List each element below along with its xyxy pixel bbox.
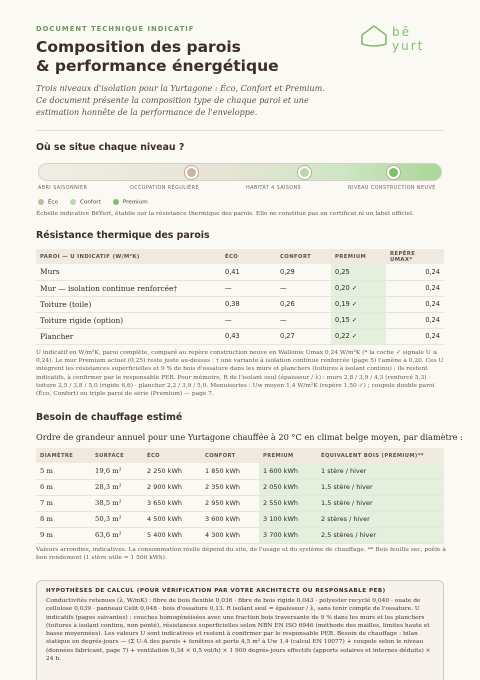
scale-note: Échelle indicative BēYurt, établie sur la résistance thermique des parois. Elle ne constitue pas un certificat ni un label officiel. bbox=[36, 211, 414, 217]
surface-cell: 28,3 m² bbox=[91, 479, 143, 495]
surface-cell: 19,6 m² bbox=[91, 463, 143, 479]
wood-equivalent-cell: 2,5 stères / hiver bbox=[317, 527, 444, 543]
diameter-cell: 8 m bbox=[36, 511, 91, 527]
diameter-cell: 6 m bbox=[36, 479, 91, 495]
title-line-2: & performance énergétique bbox=[36, 57, 279, 75]
hypotheses-body: Conductivités retenues (λ, W/mK) : fibre de bois flexible 0,036 · fibre de bois rigide 0,043 · polyester recyclé 0,040 · ouate de cellulose 0,039 · panneau Celit 0,048 · bois d'ossature 0,13. R isolant seul = épaisseur / λ, sans tenir compte de l'ossature. U indicatifs (pages suivantes) : couches homogénéisées avec une fraction bois traversante de 9 % dans les murs et les planchers (toitures à isolant continu, non ponté), résistances superficielles selon NBN EN ISO 6946 (méthode des mailles, limites haute et basse moyennées). Les valeurs U sont indicatives et restent à confirmer par le responsable PEB. Besoin de chauffage : bilan statique en degrés-jours — (Σ U·A des parois + fenêtres et porte 4,5 m² à Uw 1,4 (calcul EN 10077) + coupole selon le niveau (données fabricant, page 7) + ventilation 0,34 × 0,5 vol/h) × 1 900 degrés-jours effectifs (apports solaires et internes déduits) × 24 h. bbox=[46, 598, 431, 663]
scale-heading: Où se situe chaque niveau ? bbox=[36, 142, 185, 153]
legend-item-eco bbox=[38, 199, 58, 206]
legend-label: Éco bbox=[48, 199, 59, 206]
eco-cell: — bbox=[221, 312, 276, 328]
confort-cell: — bbox=[276, 312, 331, 328]
column-header: PAROI — U INDICATIF (W/M²K) bbox=[36, 249, 221, 264]
confort-cell: 0,27 bbox=[276, 328, 331, 344]
column-header: PREMIUM bbox=[331, 249, 386, 264]
table-row bbox=[36, 479, 444, 495]
confort-cell: 0,29 bbox=[276, 264, 331, 280]
premium-cell: 3 100 kWh bbox=[259, 511, 317, 527]
column-header: ÉCO bbox=[221, 249, 276, 264]
scale-label: ABRI SAISONNIER bbox=[38, 185, 88, 191]
confort-cell: 4 300 kWh bbox=[201, 527, 259, 543]
umax-cell: 0,24 bbox=[386, 312, 444, 328]
eco-cell: 5 400 kWh bbox=[143, 527, 201, 543]
eco-marker bbox=[185, 166, 198, 179]
eco-cell: 2 900 kWh bbox=[143, 479, 201, 495]
premium-cell: 0,25 bbox=[331, 264, 386, 280]
column-header: CONFORT bbox=[276, 249, 331, 264]
premium-cell: 0,20 ✓ bbox=[331, 280, 386, 296]
column-header: PREMIUM bbox=[259, 448, 317, 463]
table-row bbox=[36, 280, 444, 296]
umax-cell: 0,24 bbox=[386, 296, 444, 312]
paroi-cell: Plancher bbox=[36, 328, 221, 344]
svg-text:bē: bē bbox=[392, 25, 411, 39]
premium-cell: 1 600 kWh bbox=[259, 463, 317, 479]
diameter-cell: 5 m bbox=[36, 463, 91, 479]
confort-cell: 1 850 kWh bbox=[201, 463, 259, 479]
scale-label: HABITAT 4 SAISONS bbox=[246, 185, 302, 191]
scale-label: NIVEAU CONSTRUCTION NEUVE bbox=[348, 185, 436, 191]
svg-text:yurt: yurt bbox=[392, 39, 425, 53]
premium-cell: 0,15 ✓ bbox=[331, 312, 386, 328]
legend-label: Premium bbox=[122, 199, 148, 206]
paroi-cell: Murs bbox=[36, 264, 221, 280]
eco-cell: 0,41 bbox=[221, 264, 276, 280]
surface-cell: 63,6 m² bbox=[91, 527, 143, 543]
legend-item-premium bbox=[113, 199, 148, 206]
wood-equivalent-cell: 1,5 stère / hiver bbox=[317, 495, 444, 511]
umax-cell: 0,24 bbox=[386, 264, 444, 280]
hypotheses-box bbox=[36, 580, 444, 680]
diameter-cell: 7 m bbox=[36, 495, 91, 511]
column-header: DIAMÈTRE bbox=[36, 448, 91, 463]
eco-dot-icon bbox=[38, 199, 44, 205]
column-header: ÉCO bbox=[143, 448, 201, 463]
table-row bbox=[36, 463, 444, 479]
table-row bbox=[36, 495, 444, 511]
column-header: SURFACE bbox=[91, 448, 143, 463]
heating-table bbox=[36, 448, 444, 544]
divider bbox=[36, 130, 444, 131]
heating-lead: Ordre de grandeur annuel pour une Yurtagone chauffée à 20 °C en climat belge moyen, par diamètre : bbox=[36, 432, 463, 442]
scale-legend bbox=[38, 199, 148, 206]
table-row bbox=[36, 264, 444, 280]
column-header: REPÈRE UMAX* bbox=[386, 249, 444, 264]
premium-cell: 2 550 kWh bbox=[259, 495, 317, 511]
premium-cell: 3 700 kWh bbox=[259, 527, 317, 543]
table-row bbox=[36, 296, 444, 312]
eco-cell: 0,43 bbox=[221, 328, 276, 344]
resistance-table bbox=[36, 249, 444, 345]
premium-cell: 2 050 kWh bbox=[259, 479, 317, 495]
intro-paragraph: Trois niveaux d'isolation pour la Yurtagone : Éco, Confort et Premium. Ce document présente la composition type de chaque paroi et une estimation honnête de la performance de l'enveloppe. bbox=[36, 83, 325, 117]
page-title bbox=[36, 38, 336, 76]
confort-cell: 2 950 kWh bbox=[201, 495, 259, 511]
premium-cell: 0,22 ✓ bbox=[331, 328, 386, 344]
confort-dot-icon bbox=[70, 199, 76, 205]
table-row bbox=[36, 312, 444, 328]
umax-cell: 0,24 bbox=[386, 328, 444, 344]
table-row bbox=[36, 328, 444, 344]
surface-cell: 38,5 m² bbox=[91, 495, 143, 511]
eco-cell: 2 250 kWh bbox=[143, 463, 201, 479]
table-row bbox=[36, 527, 444, 543]
paroi-cell: Toiture rigide (option) bbox=[36, 312, 221, 328]
premium-marker bbox=[387, 166, 400, 179]
wood-equivalent-cell: 2 stères / hiver bbox=[317, 511, 444, 527]
premium-dot-icon bbox=[113, 199, 119, 205]
table-header-row bbox=[36, 448, 444, 463]
confort-cell: 3 600 kWh bbox=[201, 511, 259, 527]
confort-cell: 0,26 bbox=[276, 296, 331, 312]
surface-cell: 50,3 m² bbox=[91, 511, 143, 527]
eco-cell: 3 650 kWh bbox=[143, 495, 201, 511]
wood-equivalent-cell: 1,5 stère / hiver bbox=[317, 479, 444, 495]
legend-item-confort bbox=[70, 199, 101, 206]
insulation-scale-bar bbox=[38, 163, 442, 181]
paroi-cell: Toiture (toile) bbox=[36, 296, 221, 312]
title-line-1: Composition des parois bbox=[36, 38, 241, 56]
wood-equivalent-cell: 1 stère / hiver bbox=[317, 463, 444, 479]
resistance-note: U indicatif en W/m²K, paroi complète, comparé au repère construction neuve en Wallonie Umax 0,24 W/m²K (* la coche ✓ signale U ≤ 0,24). Le mur Premium actuel (0,25) reste juste au-dessus : † une variante à isolation continue renforcée (page 5) l'amène à 0,20. Ces U intègrent les résistances superficielles et 9 % de bois d'ossature dans les murs et planchers (toitures à isolant continu) ; ils restent indicatifs, à confirmer par le responsable PEB. Pour mémoire, R de l'isolant seul (épaisseur / λ) : murs 2,8 / 3,9 / 4,3 (renforcé 5,3) · toiture 2,5 / 3,8 / 5,0 (rigide 6,6) · plancher 2,2 / 3,9 / 5,0. Menuiseries : Uw moyen 1,4 W/m²K (repère 1,50 ✓) ; coupole double paroi (Éco, Confort) ou triple paroi de série (Premium) — page 7. bbox=[36, 350, 444, 398]
scale-label: OCCUPATION RÉGULIÈRE bbox=[130, 185, 199, 191]
document-eyebrow: DOCUMENT TECHNIQUE INDICATIF bbox=[36, 25, 195, 33]
table-row bbox=[36, 511, 444, 527]
hypotheses-title: HYPOTHÈSES DE CALCUL (POUR VÉRIFICATION PAR VOTRE ARCHITECTE OU RESPONSABLE PEB) bbox=[46, 588, 386, 594]
table-header-row bbox=[36, 249, 444, 264]
diameter-cell: 9 m bbox=[36, 527, 91, 543]
eco-cell: 0,38 bbox=[221, 296, 276, 312]
beyurt-logo-icon bbox=[358, 20, 446, 54]
heating-heading: Besoin de chauffage estimé bbox=[36, 412, 183, 423]
eco-cell: — bbox=[221, 280, 276, 296]
confort-cell: 2 350 kWh bbox=[201, 479, 259, 495]
umax-cell: 0,24 bbox=[386, 280, 444, 296]
premium-cell: 0,19 ✓ bbox=[331, 296, 386, 312]
confort-cell: — bbox=[276, 280, 331, 296]
heating-note: Valeurs arrondies, indicatives. La consommation réelle dépend du site, de l'usage et du système de chauffage. ** Bois feuillu sec, poêle à bon rendement (1 stère utile ≈ 1 500 kWh). bbox=[36, 547, 446, 562]
column-header: CONFORT bbox=[201, 448, 259, 463]
paroi-cell: Mur — isolation continue renforcée† bbox=[36, 280, 221, 296]
resistance-heading: Résistance thermique des parois bbox=[36, 230, 210, 241]
legend-label: Confort bbox=[80, 199, 101, 206]
column-header: ÉQUIVALENT BOIS (PREMIUM)** bbox=[317, 448, 444, 463]
eco-cell: 4 500 kWh bbox=[143, 511, 201, 527]
